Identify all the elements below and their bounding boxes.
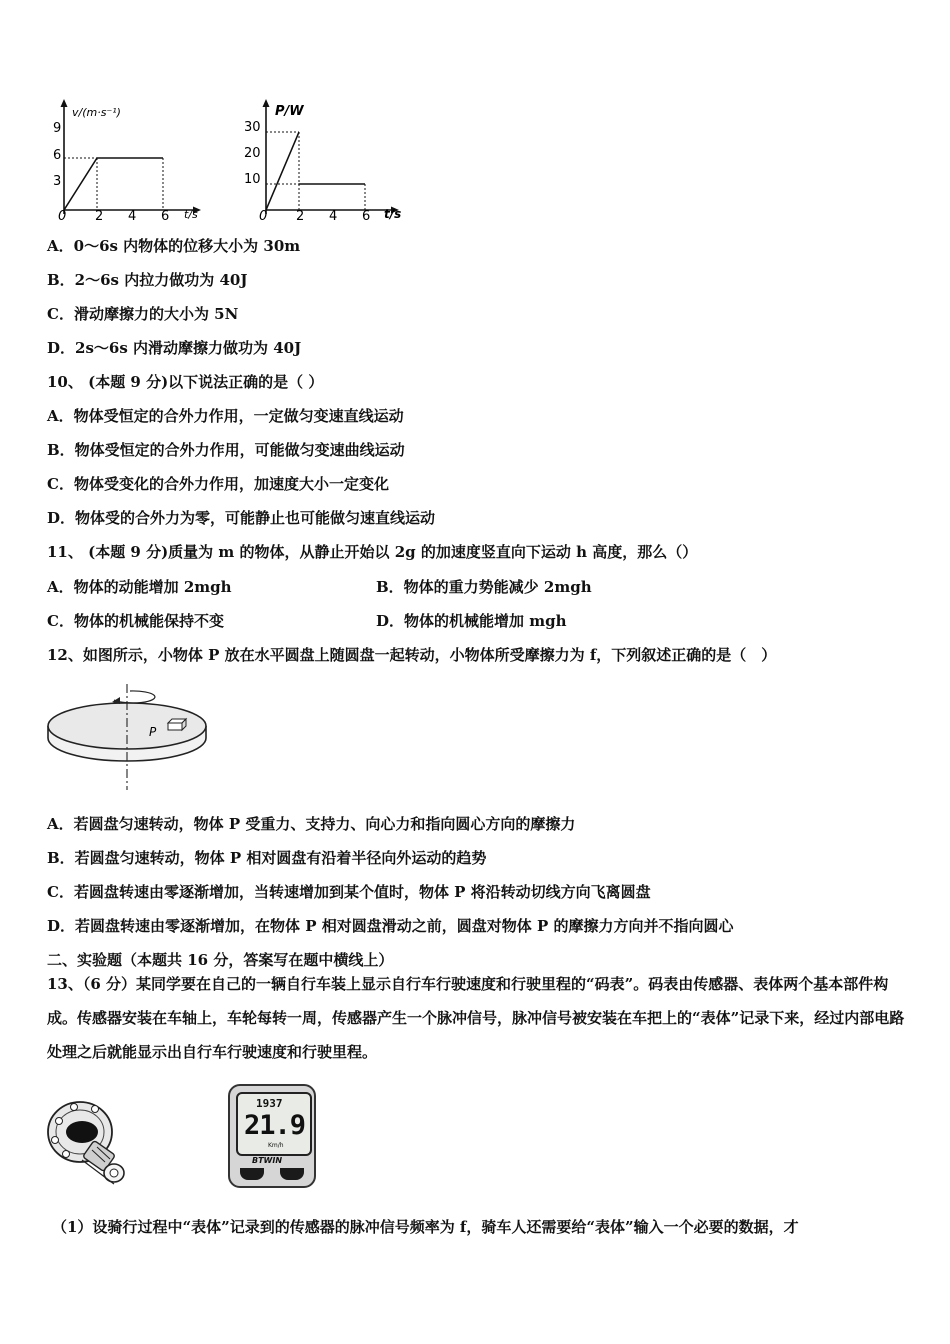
display-main-value: 21.9 (244, 1110, 306, 1141)
block-p-icon (168, 719, 186, 730)
bike-computer-figure (228, 1084, 316, 1188)
display-unit: Km/h (268, 1142, 284, 1149)
q12-stem: 12、如图所示，小物体 P 放在水平圆盘上随圆盘一起转动，小物体所受摩擦力为 f，下列叙述正确的是（ ） (47, 646, 777, 664)
velocity-time-graph (44, 96, 214, 224)
v-graph-xtick: 4 (128, 209, 137, 224)
q9-option-d: D．2s～6s 内滑动摩擦力做功为 40J (47, 339, 302, 357)
v-graph-ytick: 9 (53, 121, 62, 136)
q9-option-b: B．2～6s 内拉力做功为 40J (47, 271, 248, 289)
q10-option-b: B．物体受恒定的合外力作用，可能做匀变速曲线运动 (47, 441, 405, 459)
rotating-disk-figure (44, 680, 214, 792)
power-series-line (266, 132, 299, 210)
q12-option-a: A．若圆盘匀速转动，物体 P 受重力、支持力、向心力和指向圆心方向的摩擦力 (47, 815, 576, 833)
q10-option-a: A．物体受恒定的合外力作用，一定做匀变速直线运动 (47, 407, 404, 425)
v-graph-ytick: 3 (53, 174, 62, 189)
left-button (240, 1168, 264, 1180)
v-graph-xtick: 2 (95, 209, 104, 224)
p-graph-xtick: 2 (296, 209, 305, 224)
q12-option-d: D．若圆盘转速由零逐渐增加，在物体 P 相对圆盘滑动之前，圆盘对物体 P 的摩擦力方向并不指向圆心 (47, 917, 734, 935)
q10-stem: 10、 (本题 9 分)以下说法正确的是（ ） (47, 373, 324, 391)
velocity-series-line (64, 158, 163, 210)
p-graph-xtick: 4 (329, 209, 338, 224)
q10-option-c: C．物体受变化的合外力作用，加速度大小一定变化 (47, 475, 389, 493)
p-graph-ytick: 20 (244, 146, 261, 161)
block-p-label: P (149, 725, 157, 739)
v-graph-xlabel: t/s (184, 208, 198, 221)
p-graph-ytick: 30 (244, 120, 261, 135)
q13-text: 13、（6 分）某同学要在自己的一辆自行车装上显示自行车行驶速度和行驶里程的“码表”。码表由传感器、表体两个基本部件构成。传感器安装在车轴上，车轮每转一周，传感器产生一个脉冲信号，脉冲信号被安装在车把上的“表体”记录下来，经过内部电路处理之后就能显示出自行车行驶速度和行驶里程。 (47, 975, 905, 1061)
v-graph-origin: 0 (58, 209, 67, 224)
v-graph-ytick: 6 (53, 148, 62, 163)
q11-option-c: C．物体的机械能保持不变 (47, 612, 224, 630)
p-graph-xtick: 6 (362, 209, 371, 224)
q11-option-b: B．物体的重力势能减少 2mgh (376, 578, 592, 596)
q11-option-a: A．物体的动能增加 2mgh (47, 578, 232, 596)
p-graph-ylabel: P/W (275, 104, 304, 119)
brand-label: BTWIN (252, 1156, 283, 1165)
q9-option-a: A．0～6s 内物体的位移大小为 30m (47, 237, 301, 255)
q11-stem: 11、 (本题 9 分)质量为 m 的物体，从静止开始以 2g 的加速度竖直向下运动 h 高度，那么（） (47, 543, 698, 561)
v-graph-ylabel: v/(m·s⁻¹) (72, 106, 121, 119)
power-time-graph (238, 96, 410, 224)
v-graph-xtick: 6 (161, 209, 170, 224)
q11-option-d: D．物体的机械能增加 mgh (376, 612, 567, 630)
display-top-value: 1937 (256, 1097, 283, 1110)
right-button (280, 1168, 304, 1180)
p-graph-xlabel: t/s (384, 207, 402, 221)
q12-option-b: B．若圆盘匀速转动，物体 P 相对圆盘有沿着半径向外运动的趋势 (47, 849, 487, 867)
q10-option-d: D．物体受的合外力为零，可能静止也可能做匀速直线运动 (47, 509, 436, 527)
q12-option-c: C．若圆盘转速由零逐渐增加，当转速增加到某个值时，物体 P 将沿转动切线方向飞离圆盘 (47, 883, 651, 901)
section-title: 二、实验题（本题共 16 分，答案写在题中横线上） (47, 951, 394, 969)
q9-option-c: C．滑动摩擦力的大小为 5N (47, 305, 239, 323)
p-graph-origin: 0 (259, 209, 268, 224)
q13-subquestion-1: （1）设骑行过程中“表体”记录到的传感器的脉冲信号频率为 f，骑车人还需要给“表体”输入一个必要的数据，才 (52, 1218, 799, 1236)
wheel-sensor-figure (42, 1094, 132, 1188)
p-graph-ytick: 10 (244, 172, 261, 187)
